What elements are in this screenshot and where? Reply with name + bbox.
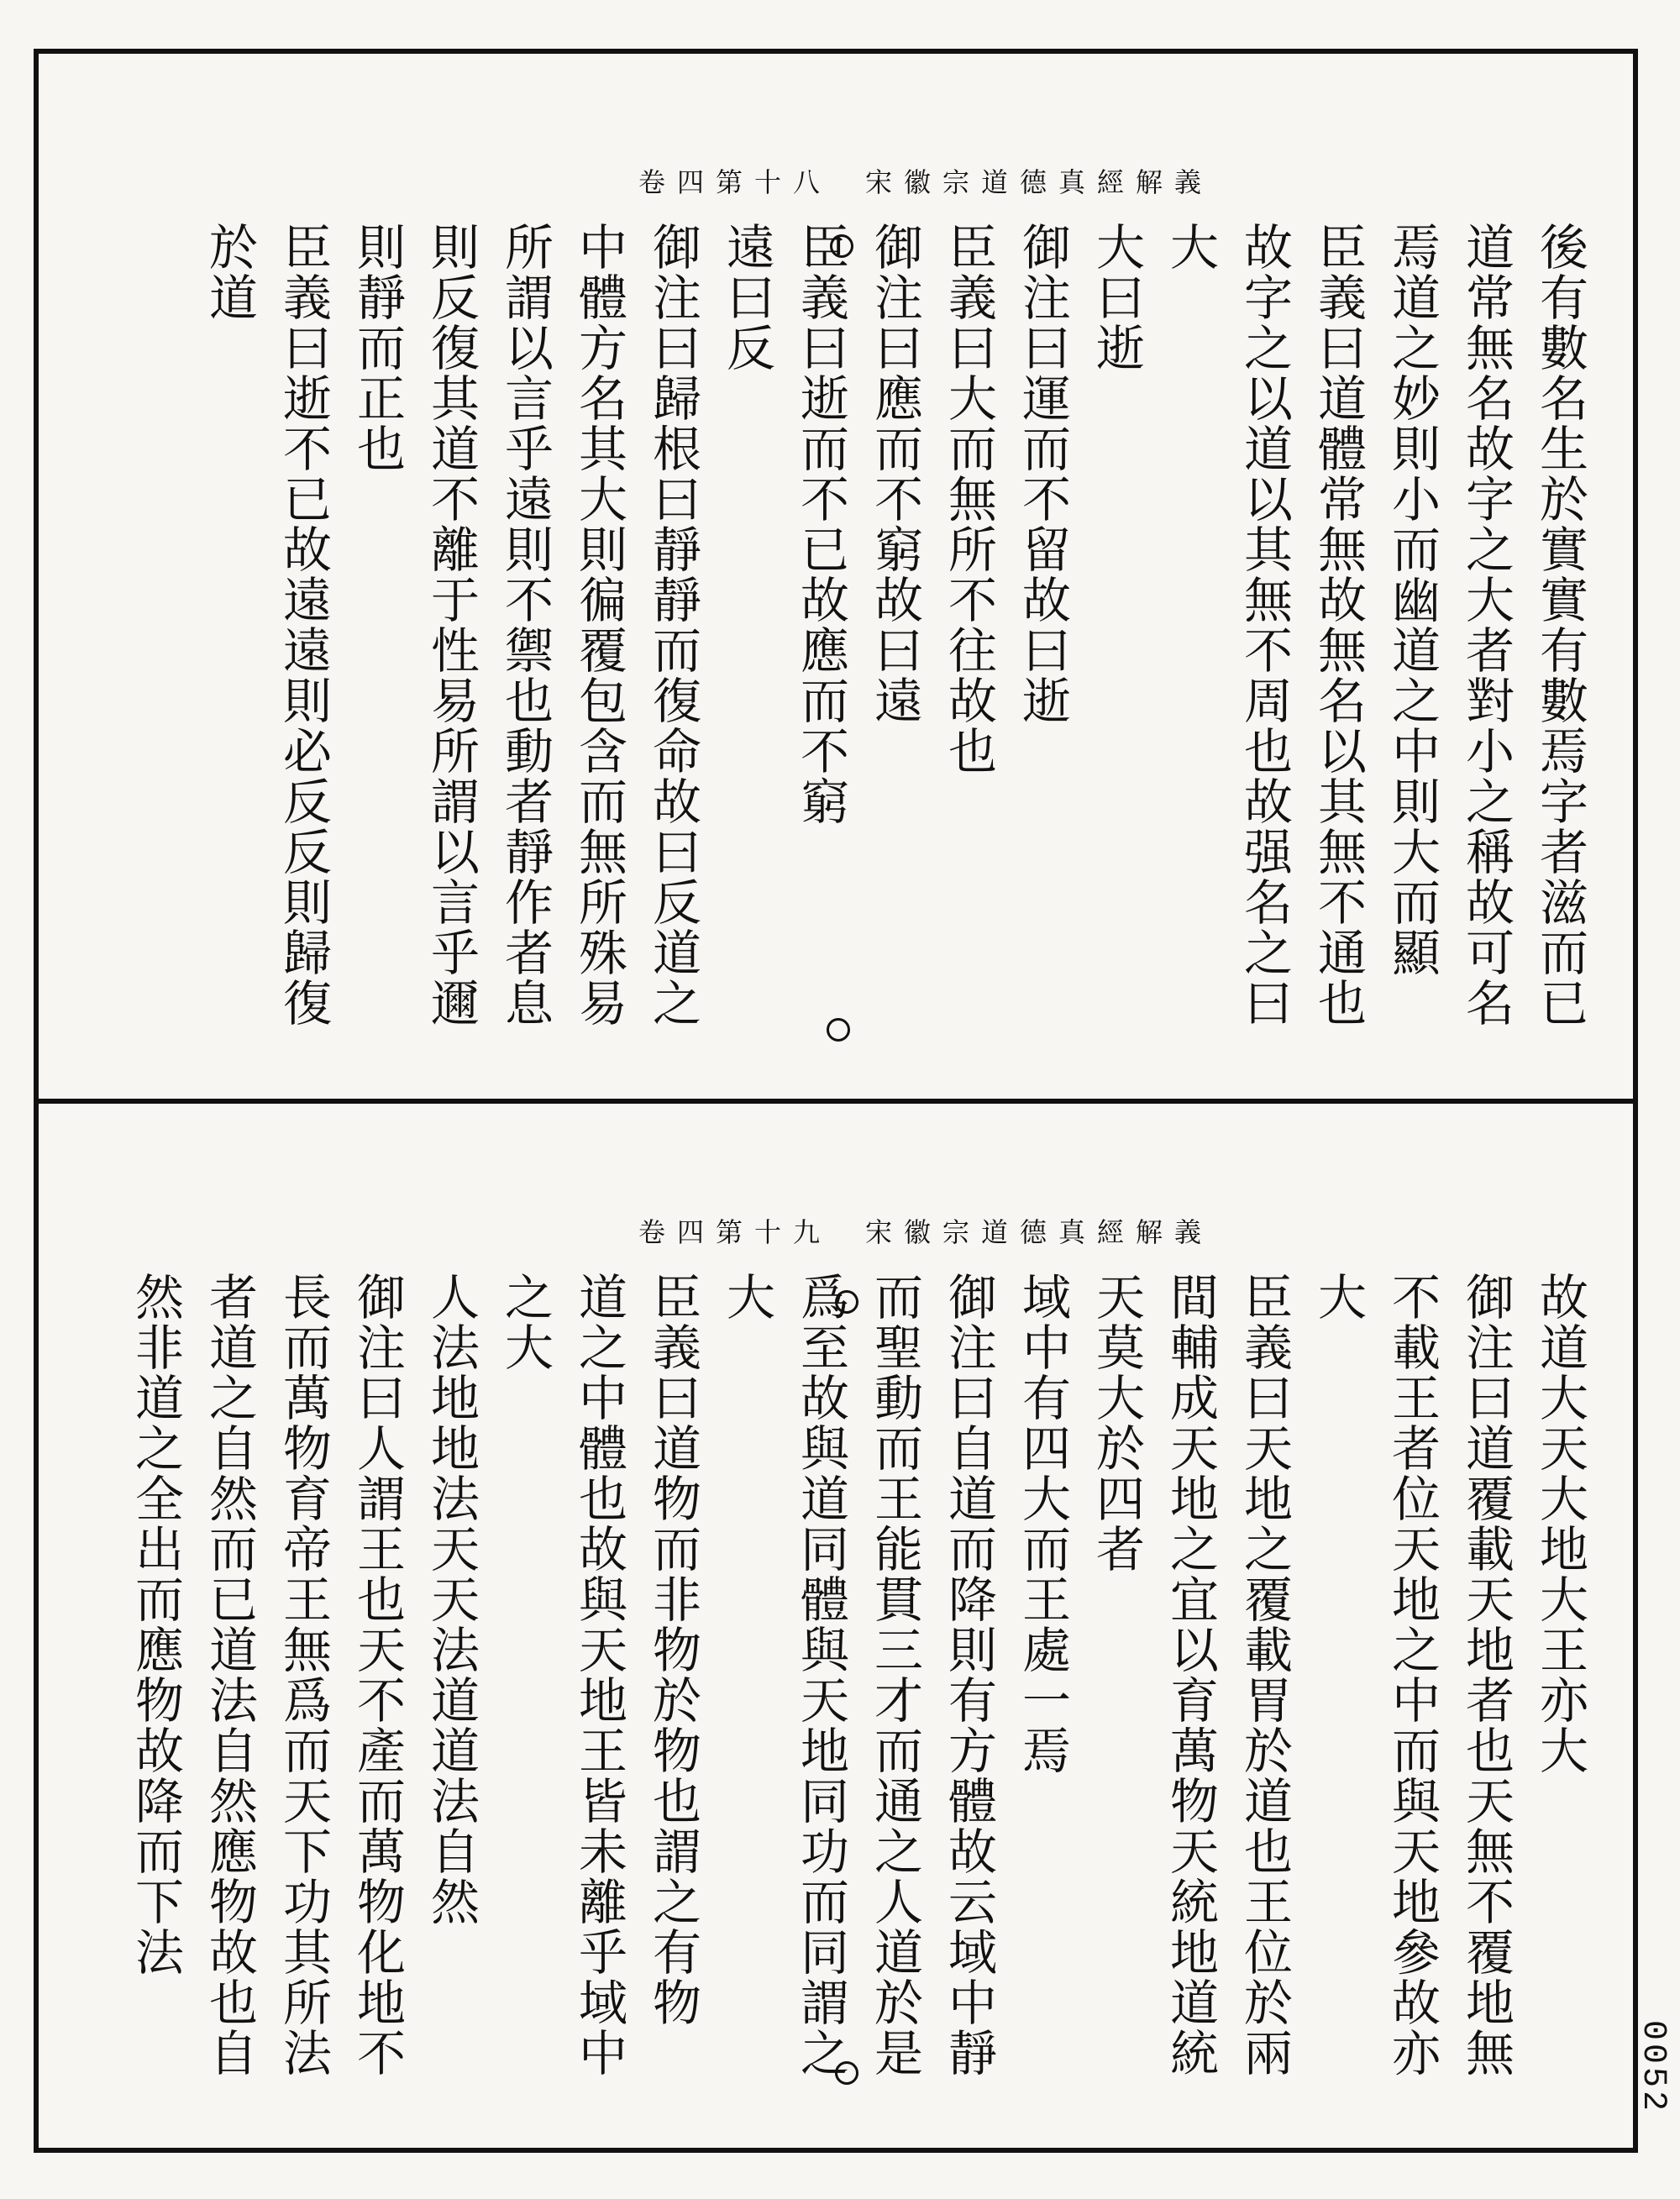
page-number: 0052 — [1634, 2020, 1672, 2115]
top-header-volume: 卷四第十八 — [638, 166, 832, 198]
text-column: 御注曰應而不窮故曰遠 — [866, 222, 923, 726]
text-column: 道常無名故字之大者對小之稱故可名 — [1457, 222, 1515, 1028]
text-column: 大 — [1162, 222, 1219, 272]
text-column: 大 — [1310, 1272, 1367, 1322]
punctuation-circle — [835, 1290, 858, 1314]
top-page — [39, 54, 1633, 1099]
punctuation-circle — [827, 1018, 850, 1042]
text-column: 御注曰人謂王也天不產而萬物化地不 — [349, 1272, 406, 2078]
text-column: 臣義曰道體常無故無名以其無不通也 — [1310, 222, 1367, 1028]
text-column: 御注曰道覆載天地者也天無不覆地無 — [1457, 1272, 1515, 2078]
text-column: 中體方名其大則徧覆包含而無所殊易 — [570, 222, 627, 1028]
punctuation-circle — [835, 2061, 858, 2085]
bottom-header-volume: 卷四第十九 — [638, 1216, 832, 1248]
text-column: 於道 — [201, 222, 258, 323]
text-column: 域中有四大而王處一焉 — [1014, 1272, 1071, 1776]
bottom-page — [39, 1104, 1633, 2148]
text-column: 大曰逝 — [1088, 222, 1145, 373]
text-column: 所謂以言乎遠則不禦也動者靜作者息 — [496, 222, 554, 1028]
text-column: 間輔成天地之宜以育萬物天統地道統 — [1162, 1272, 1219, 2078]
text-column: 之大 — [496, 1272, 554, 1372]
text-column: 大 — [718, 1272, 775, 1322]
text-column: 道之中體也故與天地王皆未離乎域中 — [570, 1272, 627, 2078]
text-column: 故字之以道以其無不周也故强名之曰 — [1236, 222, 1293, 1028]
text-column: 然非道之全出而應物故降而下法 — [127, 1272, 184, 1977]
punctuation-circle — [830, 234, 853, 258]
text-column: 焉道之妙則小而幽道之中則大而顯 — [1383, 222, 1441, 978]
text-column: 則反復其道不離于性易所謂以言乎邇 — [423, 222, 480, 1028]
bottom-header — [638, 1211, 1213, 1250]
bottom-header-title: 宋徽宗道德真經解義 — [864, 1216, 1213, 1248]
text-column: 臣義曰道物而非物於物也謂之有物 — [644, 1272, 701, 2028]
text-column: 御注曰自道而降則有方體故云域中靜 — [940, 1272, 997, 2078]
text-column: 後有數名生於實實有數焉字者滋而已 — [1531, 222, 1588, 1028]
text-column: 臣義曰逝而不已故應而不窮 — [792, 222, 849, 827]
text-column: 臣義曰大而無所不往故也 — [940, 222, 997, 776]
top-text-columns — [39, 222, 1633, 1079]
top-header-title: 宋徽宗道德真經解義 — [864, 166, 1213, 198]
text-column: 長而萬物育帝王無爲而天下功其所法 — [275, 1272, 332, 2078]
text-column: 者道之自然而已道法自然應物故也自 — [201, 1272, 258, 2078]
text-column: 臣義曰逝不已故遠遠則必反反則歸復 — [275, 222, 332, 1028]
text-column: 爲至故與道同體與天地同功而同謂之 — [792, 1272, 849, 2078]
text-column: 天莫大於四者 — [1088, 1272, 1145, 1574]
text-column: 人法地地法天天法道道法自然 — [423, 1272, 480, 1927]
text-column: 臣義曰天地之覆載胃於道也王位於兩 — [1236, 1272, 1293, 2078]
text-column: 而聖動而王能貫三才而通之人道於是 — [866, 1272, 923, 2078]
text-column: 則靜而正也 — [349, 222, 406, 474]
top-header — [638, 161, 1213, 200]
text-column: 御注曰運而不留故曰逝 — [1014, 222, 1071, 726]
bottom-text-columns — [39, 1272, 1633, 2128]
text-column: 御注曰歸根曰靜靜而復命故曰反道之 — [644, 222, 701, 1028]
text-column: 不載王者位天地之中而與天地參故亦 — [1383, 1272, 1441, 2078]
text-column: 故道大天大地大王亦大 — [1531, 1272, 1588, 1776]
text-column: 遠曰反 — [718, 222, 775, 373]
